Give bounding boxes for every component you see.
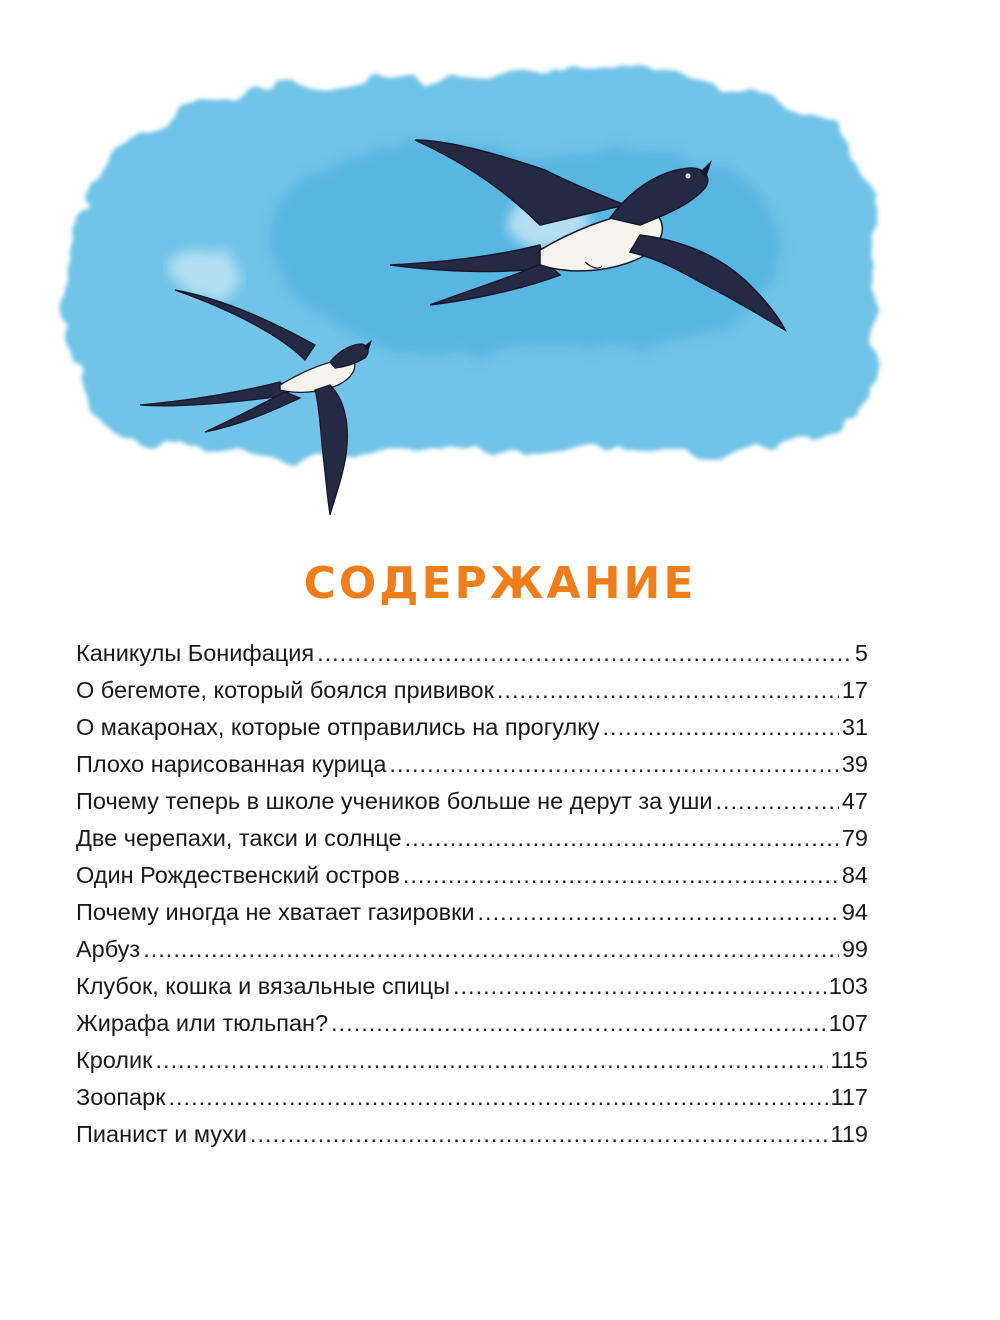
toc-entry[interactable] <box>76 677 868 714</box>
toc-entry[interactable] <box>76 1084 868 1121</box>
toc-entry[interactable] <box>76 825 868 862</box>
toc-entry-page: 94 <box>841 899 868 925</box>
toc-entry-title: Две черепахи, такси и солнце <box>76 825 402 851</box>
toc-entry-title: Почему иногда не хватает газировки <box>76 899 475 925</box>
toc-leader-dots <box>603 714 839 741</box>
toc-entry-page: 99 <box>841 936 868 962</box>
toc-leader-dots <box>389 751 838 778</box>
toc-leader-dots <box>155 1047 827 1074</box>
toc-entry-title: О бегемоте, который боялся прививок <box>76 677 494 703</box>
toc-entry[interactable] <box>76 899 868 936</box>
toc-entry-page: 31 <box>841 714 868 740</box>
table-of-contents <box>76 640 868 1158</box>
toc-entry[interactable] <box>76 751 868 788</box>
toc-entry[interactable] <box>76 862 868 899</box>
toc-entry-title: Кролик <box>76 1047 153 1073</box>
toc-entry-title: Зоопарк <box>76 1084 166 1110</box>
toc-entry-title: Арбуз <box>76 936 141 962</box>
toc-entry-title: Один Рождественский остров <box>76 862 400 888</box>
toc-entry-page: 17 <box>841 677 868 703</box>
toc-entry-page: 117 <box>830 1084 868 1110</box>
toc-entry-page: 79 <box>841 825 868 851</box>
toc-entry-title: Пианист и мухи <box>76 1121 247 1147</box>
toc-entry-page: 84 <box>841 862 868 888</box>
toc-entry[interactable] <box>76 1121 868 1158</box>
toc-entry[interactable] <box>76 714 868 751</box>
swallows-illustration <box>0 0 1000 540</box>
toc-leader-dots <box>250 1121 828 1148</box>
toc-entry-page: 115 <box>830 1047 868 1073</box>
toc-leader-dots <box>405 825 839 852</box>
toc-leader-dots <box>497 677 839 704</box>
toc-entry[interactable] <box>76 973 868 1010</box>
toc-leader-dots <box>143 936 839 963</box>
toc-leader-dots <box>317 640 852 667</box>
toc-entry-title: Плохо нарисованная курица <box>76 751 387 777</box>
toc-entry-title: О макаронах, которые отправились на прогулку <box>76 714 600 740</box>
toc-entry-title: Клубок, кошка и вязальные спицы <box>76 973 450 999</box>
toc-entry-title: Жирафа или тюльпан? <box>76 1010 329 1036</box>
toc-entry-page: 119 <box>830 1121 868 1147</box>
toc-entry-page: 47 <box>841 788 868 814</box>
toc-leader-dots <box>715 788 838 815</box>
toc-entry-page: 39 <box>841 751 868 777</box>
toc-entry-page: 103 <box>828 973 868 999</box>
toc-leader-dots <box>453 973 826 1000</box>
toc-entry-title: Почему теперь в школе учеников больше не дерут за уши <box>76 788 713 814</box>
toc-leader-dots <box>331 1010 826 1037</box>
toc-leader-dots <box>168 1084 827 1111</box>
toc-entry-page: 5 <box>854 640 868 666</box>
toc-entry[interactable] <box>76 788 868 825</box>
toc-leader-dots <box>478 899 839 926</box>
toc-entry[interactable] <box>76 936 868 973</box>
page-title: СОДЕРЖАНИЕ <box>303 558 697 609</box>
toc-entry-page: 107 <box>828 1010 868 1036</box>
toc-leader-dots <box>403 862 839 889</box>
toc-entry[interactable] <box>76 1047 868 1084</box>
toc-entry[interactable] <box>76 1010 868 1047</box>
toc-entry[interactable] <box>76 640 868 677</box>
toc-entry-title: Каникулы Бонифация <box>76 640 315 666</box>
